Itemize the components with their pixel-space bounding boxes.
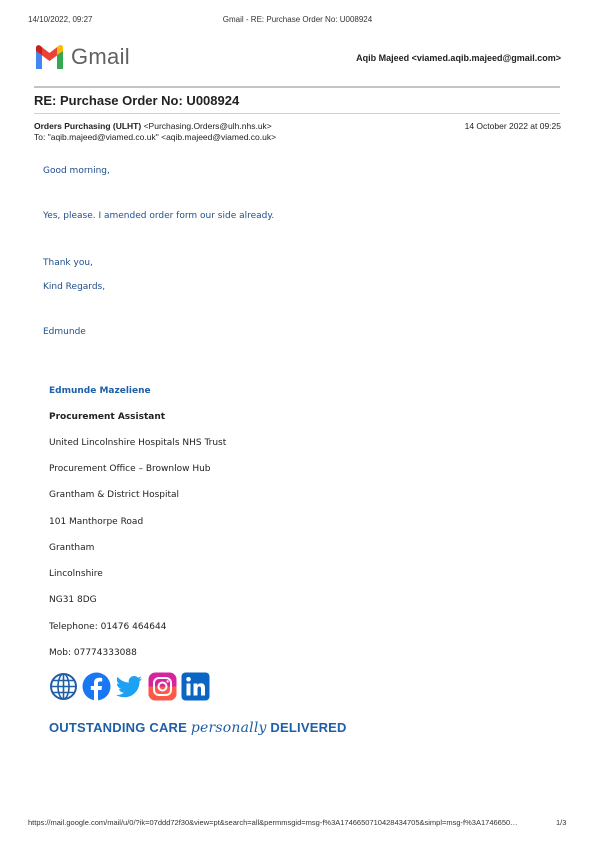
body-signoff: Edmunde (43, 327, 86, 337)
signature-name: Edmunde Mazeliene (49, 386, 151, 396)
slogan-bold: OUTSTANDING CARE (49, 720, 188, 735)
subject-divider (34, 113, 560, 114)
recipient: To: "aqib.majeed@viamed.co.uk" <aqib.majeed@viamed.co.uk> (34, 132, 277, 142)
sender-address: <Purchasing.Orders@ulh.nhs.uk> (143, 121, 272, 131)
sent-date: 14 October 2022 at 09:25 (464, 121, 561, 131)
signature-town: Grantham (49, 543, 95, 553)
body-regards: Kind Regards, (43, 282, 106, 292)
signature-county: Lincolnshire (49, 569, 103, 579)
signature-org: United Lincolnshire Hospitals NHS Trust (49, 438, 227, 448)
body-text: Yes, please. I amended order form our side already. (43, 211, 275, 221)
gmail-logo (34, 44, 130, 70)
signature-telephone: Telephone: 01476 464644 (49, 622, 167, 632)
signature-mobile: Mob: 07774333088 (49, 648, 137, 658)
header-divider (34, 86, 560, 88)
sender-name: Orders Purchasing (ULHT) (34, 121, 142, 131)
signature-street: 101 Manthorpe Road (49, 517, 144, 527)
signature-office: Procurement Office – Brownlow Hub (49, 464, 211, 474)
twitter-icon[interactable] (115, 672, 144, 701)
signature-hospital: Grantham & District Hospital (49, 490, 180, 500)
account-name: Aqib Majeed <viamed.aqib.majeed@gmail.com> (356, 53, 561, 63)
social-icons (49, 672, 210, 701)
email-subject: RE: Purchase Order No: U008924 (34, 93, 240, 108)
signature-role: Procurement Assistant (49, 412, 166, 422)
gmail-m-icon (34, 45, 65, 69)
globe-icon[interactable] (49, 672, 78, 701)
page-number: 1/3 (556, 818, 567, 827)
body-thanks: Thank you, (43, 258, 93, 268)
body-greeting: Good morning, (43, 166, 110, 176)
facebook-icon[interactable] (82, 672, 111, 701)
slogan-end: DELIVERED (270, 720, 347, 735)
print-url: https://mail.google.com/mail/u/0/?ik=07ddd72f30&view=pt&search=all&permmsgid=msg-f%3A1746650710428434705&simpl=msg-f%3A1746650… (28, 818, 518, 827)
gmail-wordmark: Gmail (71, 44, 130, 69)
signature-postcode: NG31 8DG (49, 595, 97, 605)
linkedin-icon[interactable] (181, 672, 210, 701)
print-title: Gmail - RE: Purchase Order No: U008924 (222, 15, 373, 24)
sender (34, 121, 272, 131)
slogan-script: personally (190, 720, 267, 736)
trust-slogan (49, 720, 347, 736)
instagram-icon[interactable] (148, 672, 177, 701)
print-datetime: 14/10/2022, 09:27 (28, 15, 93, 24)
